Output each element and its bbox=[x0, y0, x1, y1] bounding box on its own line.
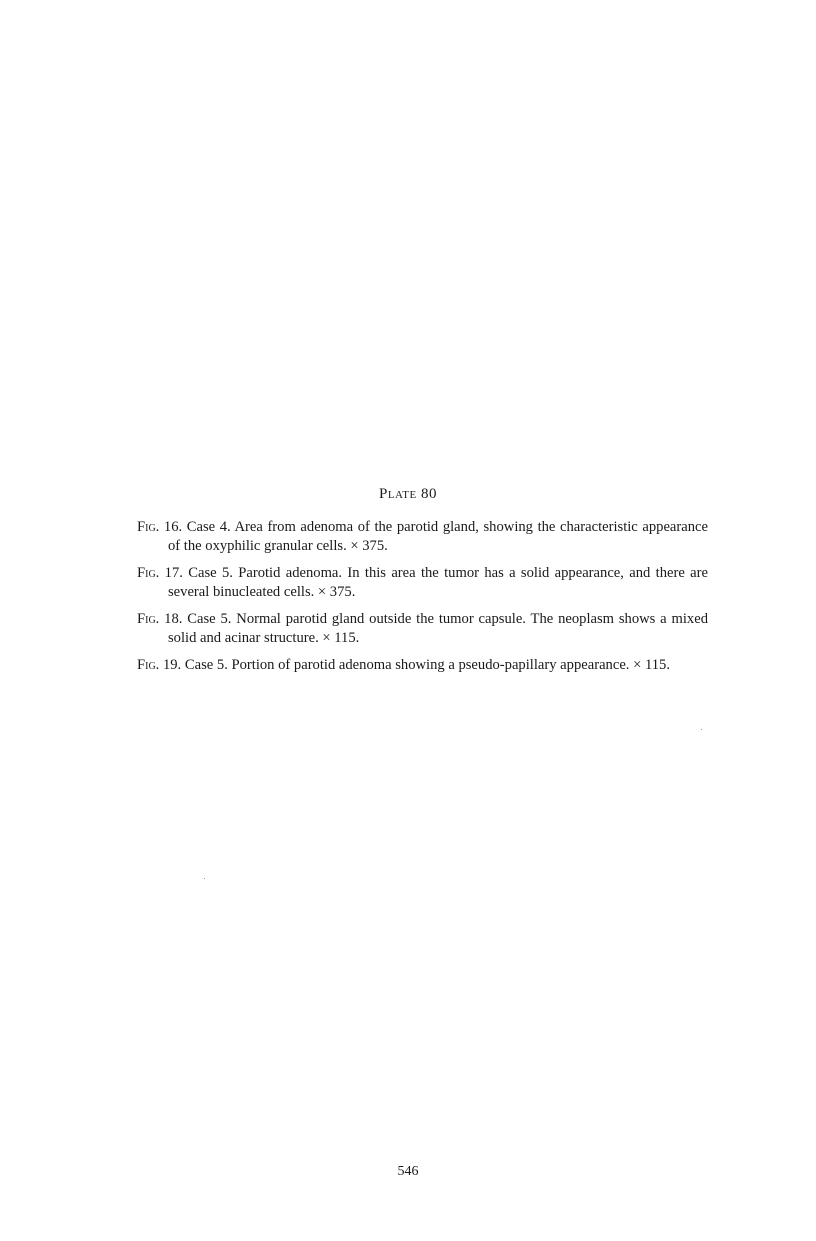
caption-label: Fig. 19. bbox=[137, 657, 182, 673]
caption-label: Fig. 16. bbox=[137, 519, 183, 535]
caption-fig-18 bbox=[137, 610, 708, 648]
caption-text: Case 5. Normal parotid gland outside the tumor capsule. The neoplasm shows a mixed solid and acinar structure. × 115. bbox=[168, 611, 708, 646]
scan-speck bbox=[701, 729, 702, 730]
caption-text: Case 5. Portion of parotid adenoma showing a pseudo-papillary appearance. × 115. bbox=[184, 657, 670, 673]
caption-fig-17 bbox=[137, 564, 708, 602]
scan-speck bbox=[204, 878, 205, 879]
caption-text: Case 4. Area from adenoma of the parotid gland, showing the characteristic appearance of the oxyphilic granular cells. × 375. bbox=[168, 519, 708, 554]
page-number: 546 bbox=[397, 1164, 419, 1179]
figure-captions bbox=[137, 518, 708, 683]
caption-fig-16 bbox=[137, 518, 708, 556]
caption-fig-19 bbox=[137, 656, 708, 675]
caption-text: Case 5. Parotid adenoma. In this area the tumor has a solid appearance, and there are several binucleated cells. × 375. bbox=[168, 565, 708, 600]
caption-label: Fig. 18. bbox=[137, 611, 183, 627]
caption-label: Fig. 17. bbox=[137, 565, 183, 581]
plate-title: Plate 80 bbox=[379, 486, 437, 502]
